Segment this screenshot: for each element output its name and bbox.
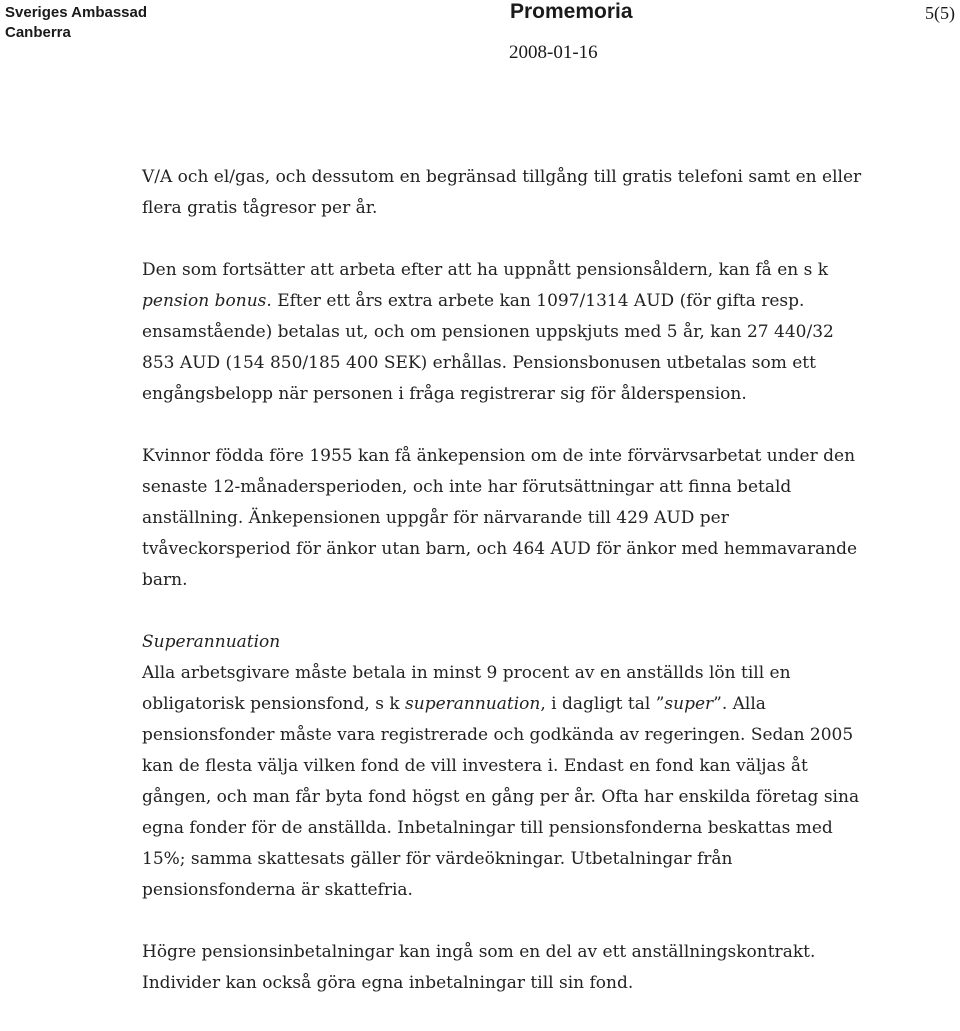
paragraph-pension-bonus [142,255,867,410]
paragraph-benefits: V/A och el/gas, och dessutom en begränsad tillgång till gratis telefoni samt en eller flera gratis tågresor per år. [142,167,862,218]
document-date: 2008-01-16 [509,42,598,63]
text-segment: , i dagligt tal ” [540,694,665,714]
page-number: 5(5) [925,3,955,23]
text-segment: ”. Alla pensionsfonder måste vara registrerade och godkända av regeringen. Sedan 2005 kan de flesta välja vilken fond de vill investera i. Endast en fond kan väljas åt gången, och man får byta fond högst en gång per år. Ofta har enskilda företag sina egna fonder för de anställda. Inbetalningar till pensionsfonderna beskattas med 15%; samma skattesats gäller för värdeökningar. Utbetalningar från pensionsfonderna är skattefria. [142,694,860,900]
term-pension-bonus: pension bonus [142,291,267,311]
paragraph-superannuation [142,658,867,906]
document-type: Promemoria [510,0,633,23]
text-segment: Den som fortsätter att arbeta efter att ha uppnått pensionsåldern, kan få en s k [142,260,829,280]
paragraph-widow-pension: Kvinnor födda före 1955 kan få änkepension om de inte förvärvsarbetat under den senaste 12-månadersperioden, och inte har förutsättningar att finna betald anställning. Änkepensionen uppgår för närvarande till 429 AUD per tvåveckorsperiod för änkor utan barn, och 464 AUD för änkor med hemmavarande barn. [142,446,858,590]
section-heading-superannuation: Superannuation [142,632,281,652]
organization-name [5,3,147,43]
term-superannuation: superannuation [405,694,541,714]
paragraph-higher-contributions: Högre pensionsinbetalningar kan ingå som en del av ett anställningskontrakt. Individer kan också göra egna inbetalningar till sin fond. [142,942,816,993]
page-header [0,0,960,70]
organization-line-2: Canberra [5,24,71,41]
organization-line-1: Sveriges Ambassad [5,4,148,21]
document-body [142,162,867,999]
text-segment: Alla arbetsgivare måste betala in minst 9 procent av en anställds lön till en obligatorisk pensionsfond, s k [142,663,791,714]
text-segment: . Efter ett års extra arbete kan 1097/1314 AUD (för gifta resp. ensamstående) betalas ut, och om pensionen uppskjuts med 5 år, kan 27 440/32 853 AUD (154 850/185 400 SEK) erhållas. Pensionsbonusen utbetalas som ett engångsbelopp när personen i fråga registrerar sig för ålderspension. [142,291,834,404]
term-super: super [664,694,714,714]
